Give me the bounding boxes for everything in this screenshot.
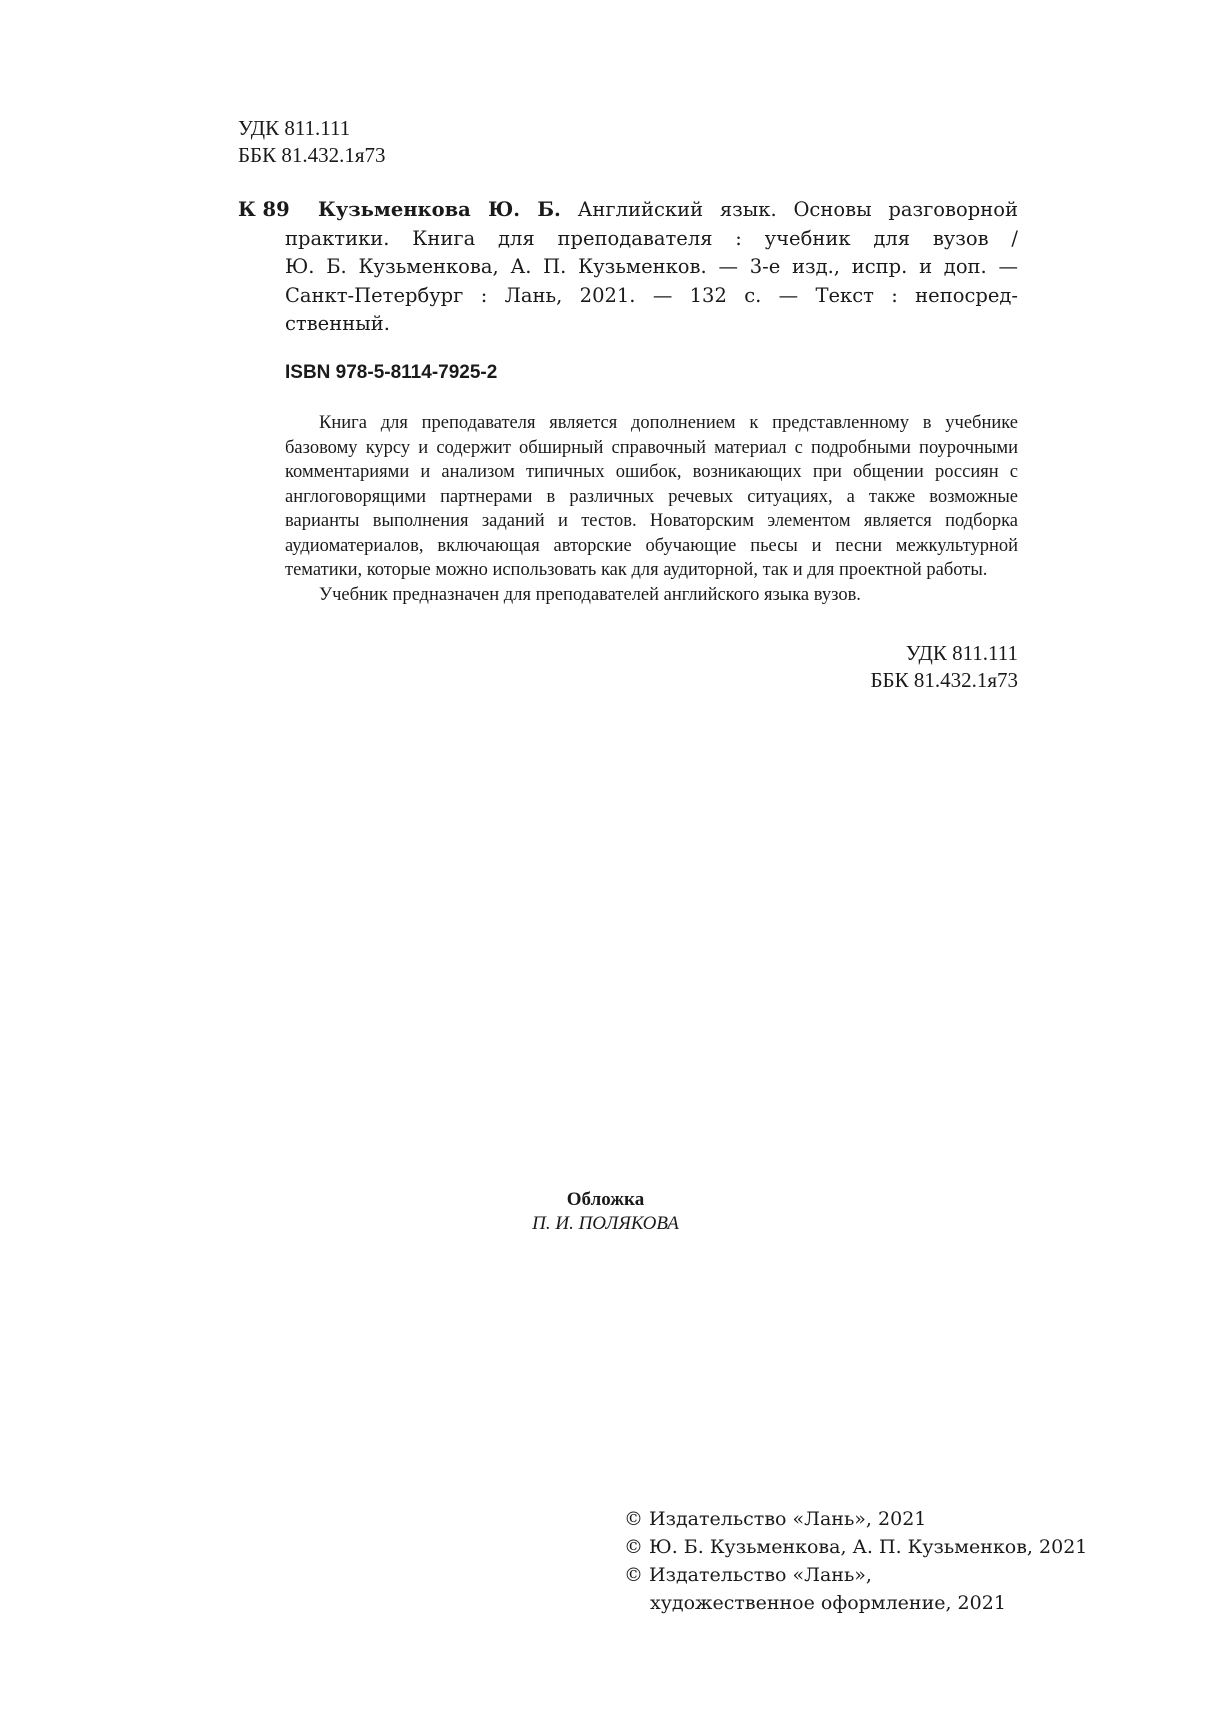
udk-code: УДК 811.111 [238,116,351,140]
copyright-line: © Издательство «Лань», [624,1564,872,1586]
entry-title: Английский язык. Основы разговорной [577,198,1018,221]
entry-line-4: Санкт-Петербург : Лань, 2021. — 132 с. — Текст : непосред- [285,283,1018,307]
udk-code: УДК 811.111 [905,641,1018,665]
abstract [285,411,1018,607]
author-mark: К 89 [238,198,290,221]
entry-line-3: Ю. Б. Кузьменкова, А. П. Кузьменков. — 3-е изд., испр. и доп. — [285,255,1018,278]
bibliographic-entry [238,196,1018,339]
entry-line-5: ственный. [285,312,390,335]
cover-credit [0,1188,1211,1236]
entry-line-2: практики. Книга для преподавателя : учебник для вузов / [285,226,1018,250]
cover-label: Обложка [566,1189,645,1210]
classification-bottom [870,640,1018,694]
entry-line-1 [318,196,1018,225]
copyright-line: художественное оформление, 2021 [650,1592,1006,1614]
copyright-line: © Ю. Б. Кузьменкова, А. П. Кузьменков, 2021 [624,1536,1088,1558]
isbn: ISBN 978-5-8114-7925-2 [285,362,498,383]
copyright-block [624,1505,1087,1617]
author-name: Кузьменкова Ю. Б. [318,198,561,221]
classification-top [238,115,386,169]
bbk-code: ББК 81.432.1я73 [238,143,386,167]
bbk-code: ББК 81.432.1я73 [870,668,1018,692]
copyright-line: © Издательство «Лань», 2021 [624,1508,927,1530]
abstract-paragraph: Книга для преподавателя является дополнением к представленному в учебнике базовому курсу и содержит обширный справочный материал с подробными поурочными комментариями и анализом типичных ошибок, возникающих при общении россиян с англоговорящими партнерами в различных речевых ситуациях, а также возможные варианты выполнения заданий и тестов. Новаторским элементом является подборка аудиоматериалов, включающая авторские обучающие пьесы и песни межкультурной тематики, которые можно использовать как для аудиторной, так и для проектной работы. [285,413,1018,580]
cover-designer: П. И. ПОЛЯКОВА [532,1213,679,1234]
abstract-paragraph: Учебник предназначен для преподавателей английского языка вузов. [319,584,861,605]
